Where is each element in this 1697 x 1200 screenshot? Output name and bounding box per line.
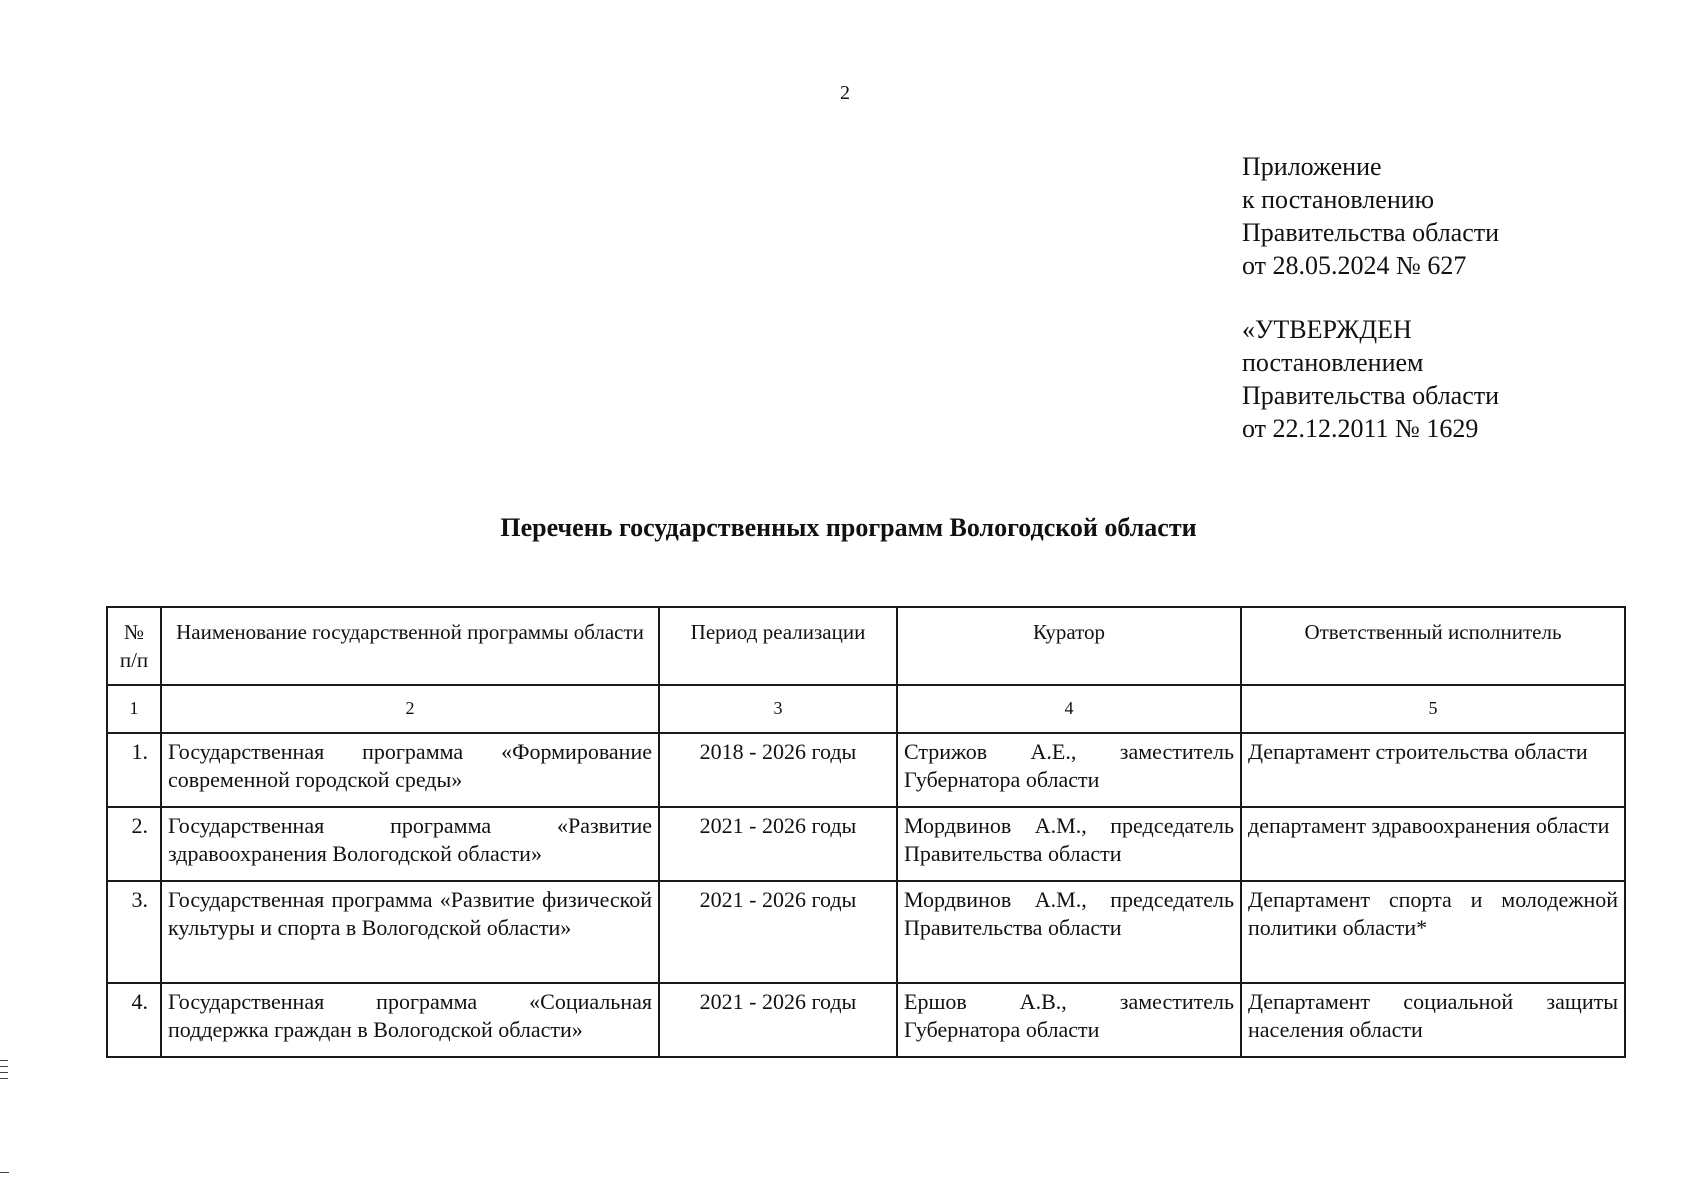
row-number: 1. [107, 733, 161, 807]
table-header-row [107, 607, 1625, 685]
appendix-line: Приложение [1242, 152, 1382, 181]
programs-table [106, 606, 1626, 1058]
program-name: Государственная программа «Развитие физической культуры и спорта в Вологодской области» [161, 881, 659, 983]
column-number: 5 [1241, 685, 1625, 733]
row-number: 2. [107, 807, 161, 881]
row-number: 4. [107, 983, 161, 1057]
program-period: 2018 - 2026 годы [659, 733, 897, 807]
table-row [107, 807, 1625, 881]
program-executor: Департамент строительства области [1241, 733, 1625, 807]
program-executor: департамент здравоохранения области [1241, 807, 1625, 881]
approved-line: Правительства области [1242, 381, 1500, 410]
program-curator: Мордвинов А.М., председатель Правительства области [897, 881, 1241, 983]
document-title: Перечень государственных программ Вологодской области [500, 513, 1197, 542]
program-curator: Мордвинов А.М., председатель Правительства области [897, 807, 1241, 881]
page-number: 2 [840, 82, 850, 104]
header-number: № п/п [107, 607, 161, 685]
program-name: Государственная программа «Развитие здравоохранения Вологодской области» [161, 807, 659, 881]
approval-stamp-text [1242, 313, 1662, 445]
appendix-line: к постановлению [1242, 185, 1435, 214]
table-row [107, 733, 1625, 807]
appendix-note [1242, 150, 1662, 282]
program-executor: Департамент социальной защиты населения области [1241, 983, 1625, 1057]
margin-tick [0, 1078, 8, 1079]
program-name: Государственная программа «Социальная поддержка граждан в Вологодской области» [161, 983, 659, 1057]
margin-tick [0, 1066, 8, 1067]
margin-tick [0, 1072, 8, 1073]
scan-margin-marks [0, 1060, 10, 1084]
program-period: 2021 - 2026 годы [659, 983, 897, 1057]
column-number: 4 [897, 685, 1241, 733]
margin-tick [0, 1060, 8, 1061]
approved-line: «УТВЕРЖДЕН [1242, 315, 1412, 344]
header-period: Период реализации [659, 607, 897, 685]
program-name: Государственная программа «Формирование современной городской среды» [161, 733, 659, 807]
header-curator: Куратор [897, 607, 1241, 685]
program-executor: Департамент спорта и молодежной политики области* [1241, 881, 1625, 983]
scan-margin-dash [0, 1172, 9, 1173]
program-period: 2021 - 2026 годы [659, 807, 897, 881]
program-curator: Ершов А.В., заместитель Губернатора области [897, 983, 1241, 1057]
column-number: 1 [107, 685, 161, 733]
program-period: 2021 - 2026 годы [659, 881, 897, 983]
column-number-row [107, 685, 1625, 733]
appendix-line: от 28.05.2024 № 627 [1242, 251, 1467, 280]
table-row [107, 881, 1625, 983]
header-program-name: Наименование государственной программы области [161, 607, 659, 685]
program-curator: Стрижов А.Е., заместитель Губернатора области [897, 733, 1241, 807]
appendix-line: Правительства области [1242, 218, 1500, 247]
column-number: 3 [659, 685, 897, 733]
column-number: 2 [161, 685, 659, 733]
table-row [107, 983, 1625, 1057]
header-executor: Ответственный исполнитель [1241, 607, 1625, 685]
approved-line: от 22.12.2011 № 1629 [1242, 414, 1479, 443]
row-number: 3. [107, 881, 161, 983]
approved-line: постановлением [1242, 348, 1424, 377]
